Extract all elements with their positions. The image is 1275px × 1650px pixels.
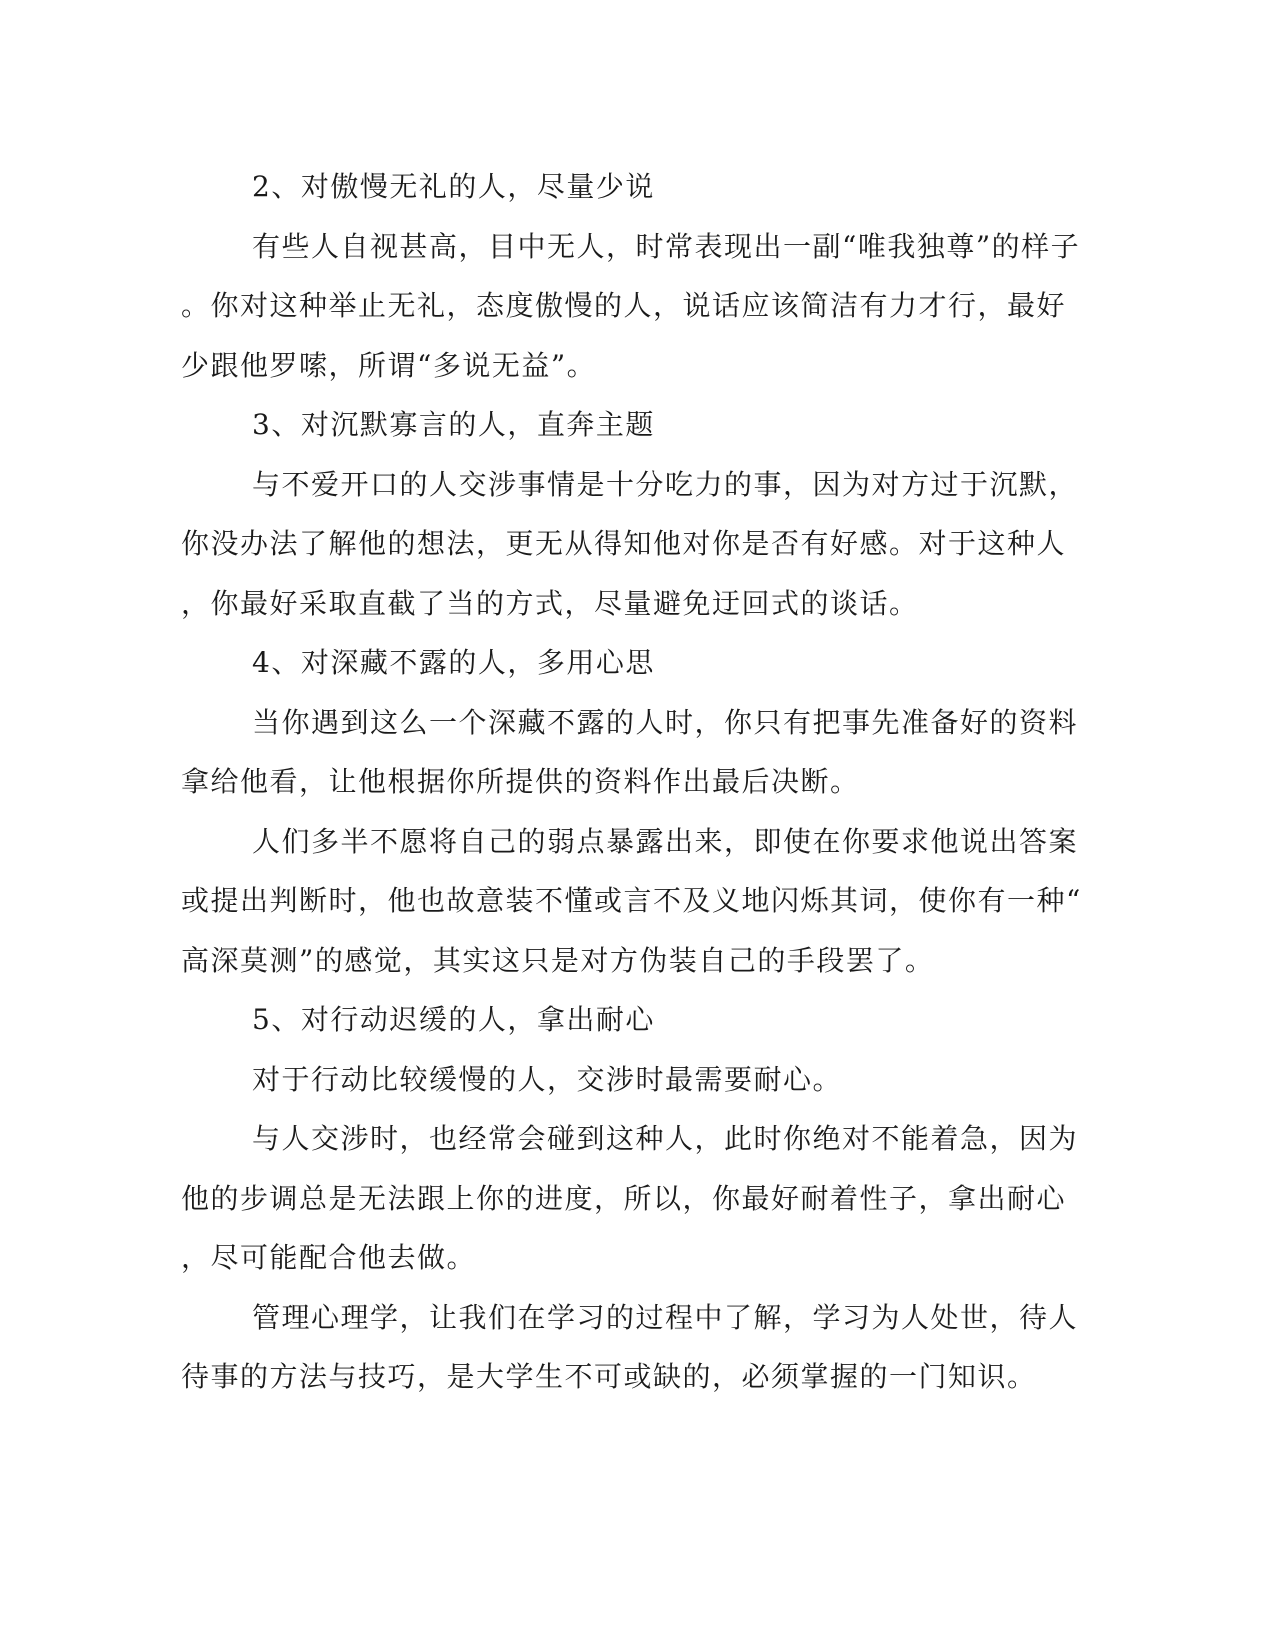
paragraph-line: 与人交涉时，也经常会碰到这种人，此时你绝对不能着急，因为 [252, 1122, 1079, 1155]
paragraph-line: 有些人自视甚高，目中无人，时常表现出一副“唯我独尊”的样子 [252, 229, 1081, 263]
paragraph-line: 或提出判断时，他也故意装不懂或言不及义地闪烁其词，使你有一种“ [181, 884, 1082, 917]
paragraph-line: 当你遇到这么一个深藏不露的人时，你只有把事先准备好的资料 [252, 705, 1079, 739]
paragraph-line: ，尽可能配合他去做。 [181, 1241, 477, 1274]
paragraph-line: 管理心理学，让我们在学习的过程中了解，学习为人处世，待人 [252, 1300, 1079, 1334]
heading-5: 5、对行动迟缓的人，拿出耐心 [252, 1003, 655, 1036]
paragraph-line: 高深莫测”的感觉，其实这只是对方伪装自己的手段罢了。 [181, 943, 935, 977]
paragraph-line: 少跟他罗嗦，所谓“多说无益”。 [181, 348, 597, 382]
heading-3: 3、对沉默寡言的人，直奔主题 [252, 408, 655, 441]
heading-2: 2、对傲慢无礼的人，尽量少说 [252, 170, 655, 203]
paragraph-line: 你没办法了解他的想法，更无从得知他对你是否有好感。对于这种人 [181, 527, 1067, 560]
paragraph-line: 对于行动比较缓慢的人，交涉时最需要耐心。 [252, 1062, 843, 1096]
paragraph-line: 拿给他看，让他根据你所提供的资料作出最后决断。 [181, 765, 860, 798]
paragraph-line: 。你对这种举止无礼，态度傲慢的人，说话应该简洁有力才行，最好 [181, 289, 1067, 322]
paragraph-line: 与不爱开口的人交涉事情是十分吃力的事，因为对方过于沉默， [252, 467, 1079, 501]
heading-4: 4、对深藏不露的人，多用心思 [252, 646, 655, 679]
paragraph-line: 他的步调总是无法跟上你的进度，所以，你最好耐着性子，拿出耐心 [181, 1181, 1067, 1215]
paragraph-line: 人们多半不愿将自己的弱点暴露出来，即使在你要求他说出答案 [252, 824, 1079, 858]
document-body [181, 157, 1082, 1407]
paragraph-line: ，你最好采取直截了当的方式，尽量避免迂回式的谈话。 [181, 586, 919, 620]
paragraph-line: 待事的方法与技巧，是大学生不可或缺的，必须掌握的一门知识。 [181, 1360, 1037, 1393]
